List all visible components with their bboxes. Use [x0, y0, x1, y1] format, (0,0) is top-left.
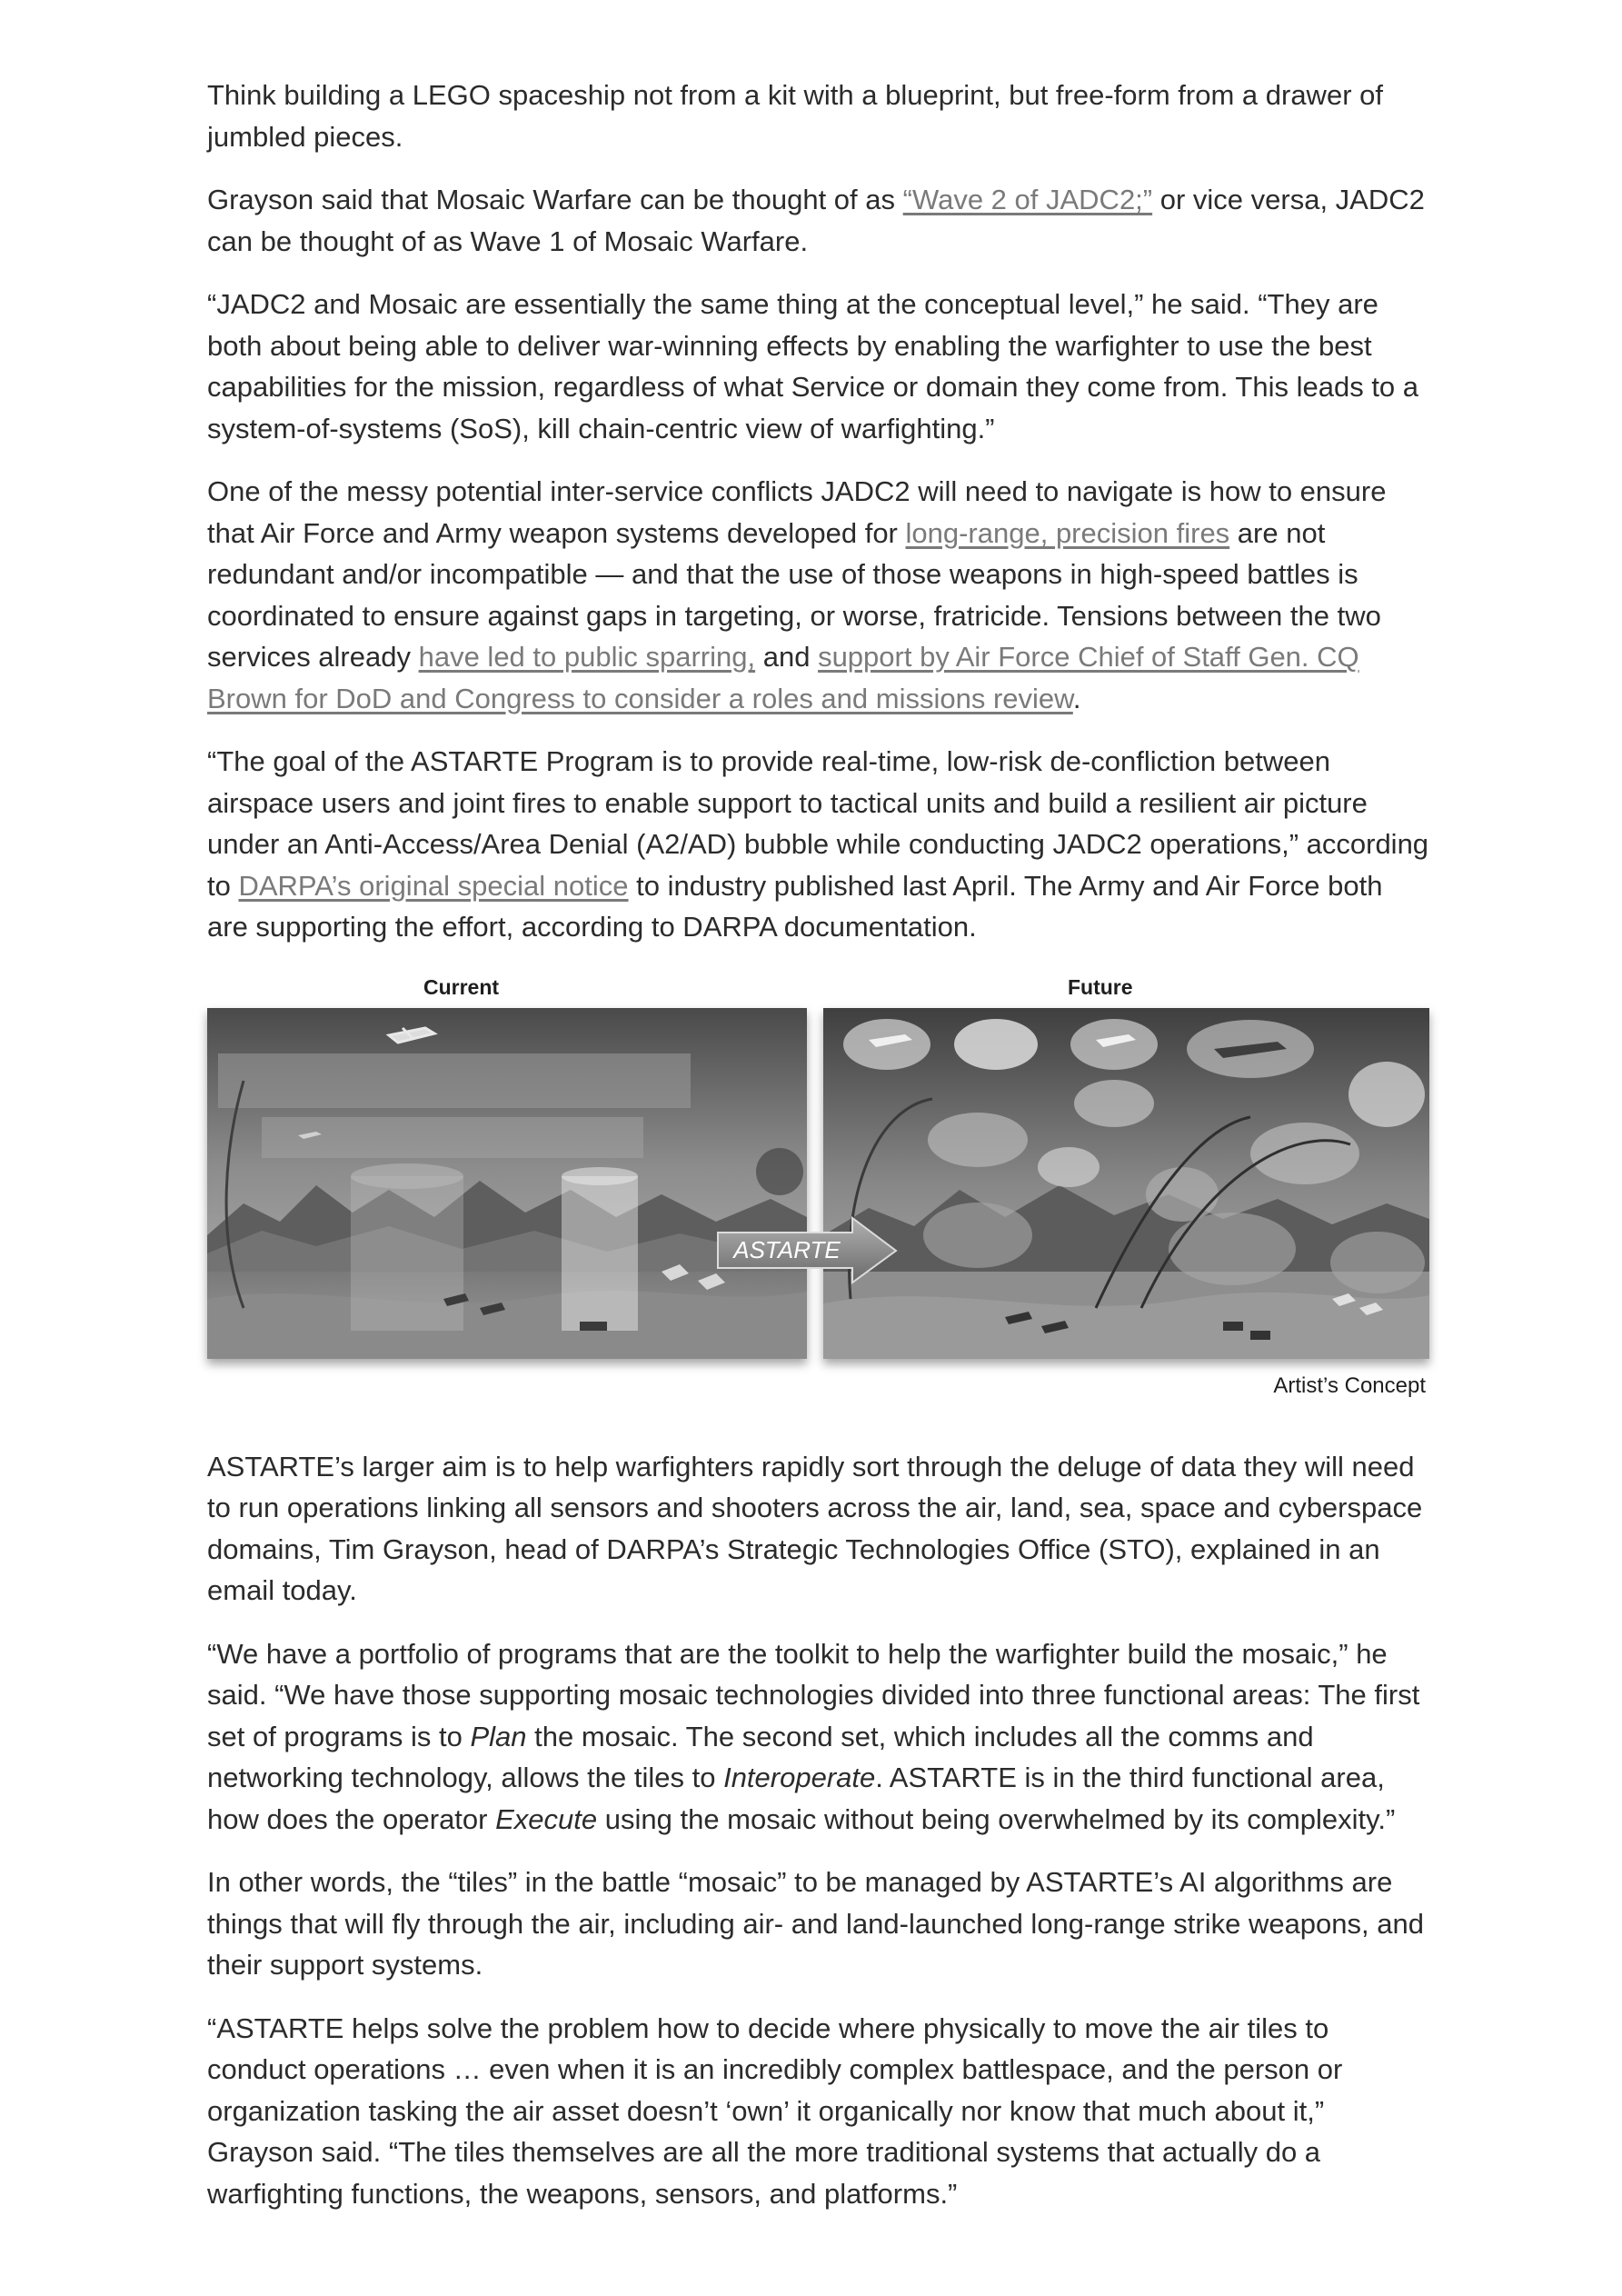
- current-scene-graphic: [207, 1008, 807, 1359]
- astarte-concept-figure: [207, 975, 1429, 1412]
- link-darpa-special-notice[interactable]: DARPA’s original special notice: [238, 869, 629, 902]
- text-span: are not redundant and/or incompatible — and that the use of those weapons in high-speed battles is coordinated to ensure against gaps in targeting, or worse, fratricide. Tensions between the two services already: [207, 516, 1381, 673]
- text-span: “The goal of the ASTARTE Program is to provide real-time, low-risk de-confliction between airspace users and joint fires to enable support to tactical units and build a resilient air picture under an Anti-Access/Area Denial (A2/AD) bubble while conducting JADC2 operations,” according to: [207, 745, 1429, 902]
- paragraph-8: In other words, the “tiles” in the battle “mosaic” to be managed by ASTARTE’s AI algorithms are things that will fly through the air, including air- and land-launched long-range strike weapons, and their support systems.: [207, 1866, 1424, 1981]
- emphasis-execute: Execute: [495, 1802, 598, 1835]
- article-body: [207, 75, 1429, 2236]
- text-span: . ASTARTE is in the third functional area, how does the operator: [207, 1762, 1385, 1835]
- text-span: One of the messy potential inter-service conflicts JADC2 will need to navigate is how to ensure that Air Force and Army weapon systems developed for: [207, 475, 1387, 549]
- paragraph-9: “ASTARTE helps solve the problem how to decide where physically to move the air tiles to conduct operations … even when it is an incredibly complex battlespace, and the person or organization tasking the air asset doesn’t ‘own’ it organically nor know that much about it,” Grayson said. “The tiles themselves are all the more traditional systems that actually do a warfighting functions, the weapons, sensors, and platforms.”: [207, 2011, 1343, 2210]
- arrow-right-icon: [716, 1216, 898, 1284]
- text-span: using the mosaic without being overwhelmed by its complexity.”: [597, 1802, 1396, 1835]
- paragraph-5: [207, 741, 1429, 948]
- text-span: the mosaic. The second set, which includes all the comms and networking technology, allows the tiles to: [207, 1720, 1314, 1793]
- paragraph-3: “JADC2 and Mosaic are essentially the same thing at the conceptual level,” he said. “They are both about being able to deliver war-winning effects by enabling the warfighter to use the best capabilities for the mission, regardless of what Service or domain they come from. This leads to a system-of-systems (SoS), kill chain-centric view of warfighting.”: [207, 288, 1419, 444]
- link-public-sparring[interactable]: have led to public sparring,: [418, 641, 756, 673]
- text-span: and: [755, 641, 819, 673]
- current-airspace-image: [207, 1008, 807, 1359]
- link-long-range-fires[interactable]: long-range, precision fires: [905, 516, 1230, 549]
- text-span: to industry published last April. The Army and Air Force both are supporting the effort, according to DARPA documentation.: [207, 869, 1383, 943]
- figure-label-current: Current: [423, 974, 500, 999]
- text-span: .: [1072, 682, 1081, 714]
- text-span: Grayson said that Mosaic Warfare can be thought of as: [207, 184, 903, 215]
- text-span: “We have a portfolio of programs that are the toolkit to help the warfighter build the mosaic,” he said. “We have those supporting mosaic technologies divided into three functional areas: The first set of programs is to: [207, 1637, 1420, 1752]
- arrow-label: ASTARTE: [733, 1235, 841, 1263]
- link-wave2-jadc2[interactable]: “Wave 2 of JADC2;”: [902, 184, 1153, 215]
- future-scene-graphic: [823, 1008, 1429, 1359]
- paragraph-6: ASTARTE’s larger aim is to help warfighters rapidly sort through the deluge of data they will need to run operations linking all sensors and shooters across the air, land, sea, space and cyberspace domains, Tim Grayson, head of DARPA’s Strategic Technologies Office (STO), explained in an email today.: [207, 1450, 1423, 1606]
- figure-caption: Artist’s Concept: [1273, 1373, 1426, 1398]
- astarte-arrow: [716, 1216, 898, 1284]
- paragraph-1: Think building a LEGO spaceship not from a kit with a blueprint, but free-form from a drawer of jumbled pieces.: [207, 79, 1383, 153]
- emphasis-plan: Plan: [470, 1720, 527, 1752]
- text-span: or vice versa, JADC2 can be thought of as Wave 1 of Mosaic Warfare.: [207, 184, 1425, 257]
- paragraph-2: [207, 179, 1429, 262]
- paragraph-4: [207, 471, 1429, 719]
- figure-label-future: Future: [1068, 974, 1133, 999]
- paragraph-7: [207, 1633, 1429, 1841]
- future-airspace-image: [823, 1008, 1429, 1359]
- emphasis-interoperate: Interoperate: [723, 1762, 876, 1793]
- link-roles-missions-review[interactable]: support by Air Force Chief of Staff Gen. CQ Brown for DoD and Congress to consider a roles and missions review: [207, 641, 1359, 714]
